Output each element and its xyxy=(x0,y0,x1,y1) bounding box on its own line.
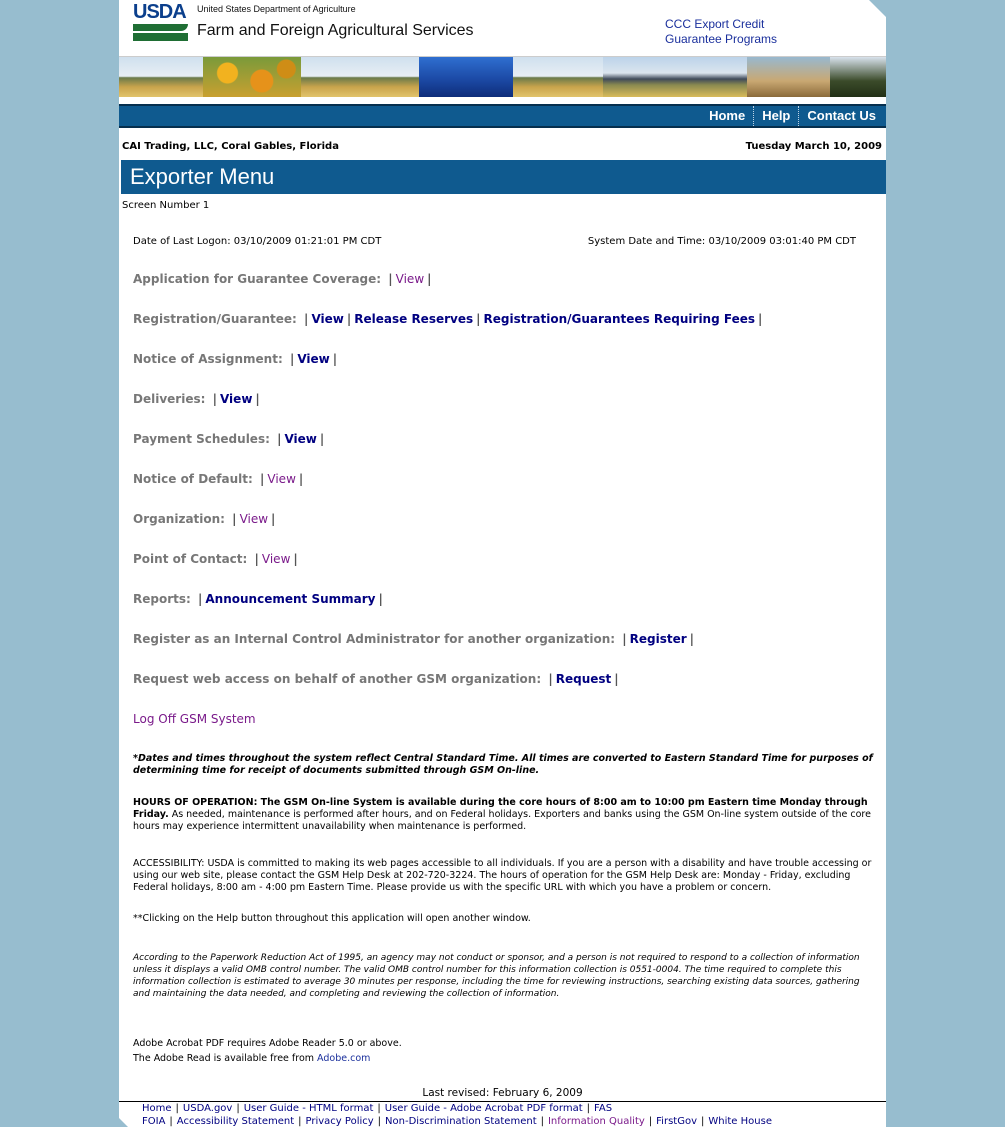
menu-label: Request web access on behalf of another GSM organization: xyxy=(133,672,542,686)
menu-row-default: Notice of Default: | View | xyxy=(133,472,304,486)
hours-of-operation-note xyxy=(133,797,873,833)
menu-label: Notice of Assignment: xyxy=(133,352,283,366)
header-corner-decoration xyxy=(869,0,887,18)
footer-links-row-1: Home | USDA.gov | User Guide - HTML format | User Guide - Adobe Acrobat PDF format | FAS xyxy=(142,1103,613,1114)
menu-row-ica: Register as an Internal Control Administrator for another organization: | Register | xyxy=(133,632,695,646)
banner-photo-grassland xyxy=(513,57,603,97)
agency-name: Farm and Foreign Agricultural Services xyxy=(197,22,474,39)
payments-view-link[interactable]: View xyxy=(284,432,317,446)
footer-privacy-link[interactable]: Privacy Policy xyxy=(305,1116,374,1127)
organization-name: CAI Trading, LLC, Coral Gables, Florida xyxy=(122,141,339,152)
menu-row-registration: Registration/Guarantee: | View | Release Reserves | Registration/Guarantees Requiring Fees | xyxy=(133,312,763,326)
banner-photo-trees xyxy=(830,57,886,97)
web-access-request-link[interactable]: Request xyxy=(555,672,612,686)
top-nav-links xyxy=(701,106,884,126)
menu-label: Organization: xyxy=(133,512,225,526)
footer-firstgov-link[interactable]: FirstGov xyxy=(656,1116,697,1127)
accessibility-note: ACCESSIBILITY: USDA is committed to making its web pages accessible to all individuals. If you are a person with a disability and have trouble accessing or using our web site, please contact the GSM Help Desk at 202-720-3224. The hours of operation for the GSM Help Desk are: Monday - Friday, excluding Federal holidays, 8:00 am - 4:00 pm Eastern Time. Please provide us with the specific URL with which you have a problem or concern. xyxy=(133,858,872,893)
menu-label: Notice of Default: xyxy=(133,472,253,486)
department-name: United States Department of Agriculture xyxy=(197,4,356,14)
site-header xyxy=(119,0,886,56)
adobe-com-link[interactable]: Adobe.com xyxy=(317,1053,371,1064)
announcement-summary-link[interactable]: Announcement Summary xyxy=(205,592,376,606)
banner-photo-prairie xyxy=(301,57,419,97)
usda-logo[interactable] xyxy=(133,2,189,42)
footer-divider xyxy=(119,1101,886,1102)
usda-logo-field xyxy=(133,33,188,41)
menu-label: Registration/Guarantee: xyxy=(133,312,297,326)
footer-user-guide-html-link[interactable]: User Guide - HTML format xyxy=(243,1103,374,1114)
menu-row-reports: Reports: | Announcement Summary | xyxy=(133,592,383,606)
footer-usda-link[interactable]: USDA.gov xyxy=(182,1103,233,1114)
last-logon: Date of Last Logon: 03/10/2009 01:21:01 PM CDT xyxy=(133,236,382,247)
menu-row-assignment: Notice of Assignment: | View | xyxy=(133,352,338,366)
banner-photo-lake xyxy=(419,57,513,97)
hours-of-operation-heading: HOURS OF OPERATION: The GSM On-line System is available during the core hours of 8:00 am to 10:00 pm Eastern time Monday through Friday. xyxy=(133,797,868,820)
footer-links-row-2: FOIA | Accessibility Statement | Privacy Policy | Non-Discrimination Statement | Information Quality | FirstGov | White House xyxy=(142,1116,772,1127)
footer-home-link[interactable]: Home xyxy=(142,1103,172,1114)
menu-label: Application for Guarantee Coverage: xyxy=(133,272,382,286)
footer-accessibility-link[interactable]: Accessibility Statement xyxy=(176,1116,295,1127)
menu-row-contact: Point of Contact: | View | xyxy=(133,552,298,566)
footer-nondiscrimination-link[interactable]: Non-Discrimination Statement xyxy=(385,1116,537,1127)
hours-of-operation-detail: As needed, maintenance is performed after hours, and on Federal holidays. Exporters and banks using the GSM On-line system outside of the core hours may experience intermittent unavailability when maintenance is performed. xyxy=(133,809,871,832)
footer-fas-link[interactable]: FAS xyxy=(594,1103,613,1114)
organization-view-link[interactable]: View xyxy=(239,512,269,526)
paperwork-reduction-note: According to the Paperwork Reduction Act of 1995, an agency may not conduct or sponsor, and a person is not required to respond to a collection of information unless it displays a valid OMB control number. The valid OMB control number for this information collection is 0551-0004. The time required to complete this information collection is estimated to average 30 minutes per response, including the time for reviewing instructions, searching existing data sources, gathering and maintaining the data needed, and completing and reviewing the collection of information. xyxy=(133,953,860,999)
program-line-1: CCC Export Credit xyxy=(665,17,765,31)
deliveries-view-link[interactable]: View xyxy=(219,392,253,406)
guarantees-requiring-fees-link[interactable]: Registration/Guarantees Requiring Fees xyxy=(483,312,755,326)
program-line-2: Guarantee Programs xyxy=(665,32,778,46)
footer-user-guide-pdf-link[interactable]: User Guide - Adobe Acrobat PDF format xyxy=(384,1103,583,1114)
footer-information-quality-link[interactable]: Information Quality xyxy=(547,1116,645,1127)
menu-row-web-access: Request web access on behalf of another GSM organization: | Request | xyxy=(133,672,619,686)
ica-register-link[interactable]: Register xyxy=(629,632,687,646)
menu-row-payments: Payment Schedules: | View | xyxy=(133,432,325,446)
current-date: Tuesday March 10, 2009 xyxy=(745,141,882,152)
menu-label: Register as an Internal Control Administrator for another organization: xyxy=(133,632,616,646)
footer-foia-link[interactable]: FOIA xyxy=(142,1116,166,1127)
adobe-reader-text: The Adobe Read is available free from xyxy=(133,1053,318,1064)
program-name xyxy=(665,17,777,47)
page-container xyxy=(119,0,886,1127)
contact-view-link[interactable]: View xyxy=(261,552,291,566)
assignment-view-link[interactable]: View xyxy=(297,352,330,366)
logoff-link[interactable]: Log Off GSM System xyxy=(133,712,256,726)
release-reserves-link[interactable]: Release Reserves xyxy=(354,312,474,326)
registration-view-link[interactable]: View xyxy=(311,312,344,326)
page-title-bar xyxy=(121,160,886,194)
footer-white-house-link[interactable]: White House xyxy=(708,1116,772,1127)
menu-label: Deliveries: xyxy=(133,392,206,406)
nav-help-link[interactable]: Help xyxy=(753,106,798,126)
banner-photo-field xyxy=(119,57,203,97)
menu-row-organization: Organization: | View | xyxy=(133,512,276,526)
usda-logo-text: USDA xyxy=(133,1,186,23)
menu-label: Point of Contact: xyxy=(133,552,248,566)
photo-banner xyxy=(119,56,886,97)
banner-photo-farmers xyxy=(747,57,830,97)
screen-number: Screen Number 1 xyxy=(122,200,210,211)
application-view-link[interactable]: View xyxy=(395,272,425,286)
system-time: System Date and Time: 03/10/2009 03:01:40 PM CDT xyxy=(587,236,856,247)
acrobat-requirement-note: Adobe Acrobat PDF requires Adobe Reader 5.0 or above. xyxy=(133,1038,402,1049)
menu-row-application: Application for Guarantee Coverage: | View | xyxy=(133,272,432,286)
help-window-note: **Clicking on the Help button throughout this application will open another window. xyxy=(133,913,531,924)
last-revised: Last revised: February 6, 2009 xyxy=(422,1087,583,1099)
banner-photo-fruit xyxy=(203,57,301,97)
banner-photo-mountain xyxy=(603,57,747,97)
page-title: Exporter Menu xyxy=(130,164,275,189)
nav-home-link[interactable]: Home xyxy=(709,108,746,123)
default-view-link[interactable]: View xyxy=(267,472,296,486)
menu-label: Payment Schedules: xyxy=(133,432,270,446)
footer-corner-decoration xyxy=(119,1118,128,1127)
usda-logo-swoosh xyxy=(133,24,188,31)
time-zone-note: *Dates and times throughout the system reflect Central Standard Time. All times are converted to Eastern Standard Time for purposes of determining time for receipt of documents submitted through GSM On-line. xyxy=(133,753,873,776)
menu-row-deliveries: Deliveries: | View | xyxy=(133,392,260,406)
adobe-reader-note xyxy=(133,1053,873,1065)
nav-contact-link[interactable]: Contact Us xyxy=(798,106,884,126)
menu-label: Reports: xyxy=(133,592,191,606)
top-nav-bar xyxy=(119,104,886,128)
